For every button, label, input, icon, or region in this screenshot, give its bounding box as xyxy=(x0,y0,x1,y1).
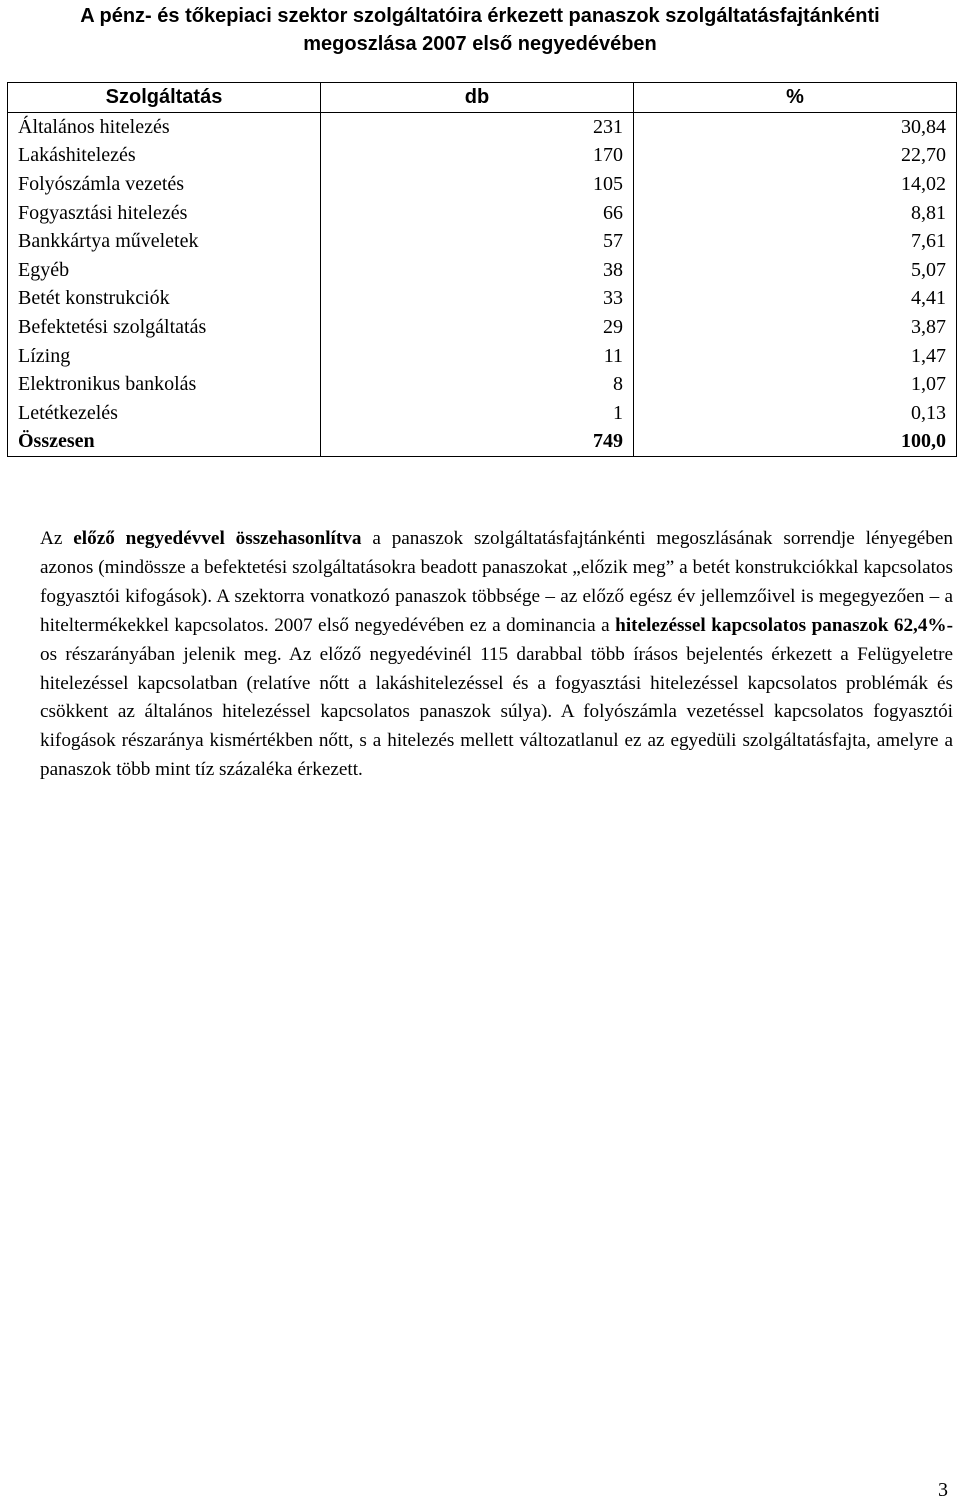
title-line-1: A pénz- és tőkepiaci szektor szolgáltatóira érkezett panaszok szolgáltatásfajtánkénti xyxy=(80,5,880,27)
para-bold-2: hitelezéssel kapcsolatos panaszok 62,4%- xyxy=(615,614,954,636)
table-row xyxy=(8,284,957,313)
row-count: 11 xyxy=(321,341,634,370)
table-row xyxy=(8,112,957,141)
row-service: Elektronikus bankolás xyxy=(8,370,321,399)
body-paragraph xyxy=(40,525,953,785)
row-service: Folyószámla vezetés xyxy=(8,170,321,199)
total-label: Összesen xyxy=(8,427,321,456)
table-row xyxy=(8,313,957,342)
table-row xyxy=(8,141,957,170)
complaints-table xyxy=(7,82,957,457)
row-count: 66 xyxy=(321,198,634,227)
table-row xyxy=(8,227,957,256)
table-row xyxy=(8,170,957,199)
row-service: Befektetési szolgáltatás xyxy=(8,313,321,342)
title-line-2: megoszlása 2007 első negyedévében xyxy=(303,33,657,55)
row-service: Fogyasztási hitelezés xyxy=(8,198,321,227)
row-service: Egyéb xyxy=(8,256,321,285)
header-count: db xyxy=(321,83,634,113)
row-percent: 0,13 xyxy=(634,399,957,428)
para-text-3: os részarányában jelenik meg. Az előző negyedévinél 115 darabbal több írásos bejelentés érkezett a Felügyeletre hitelezéssel kapcsolatban (relatíve nőtt a lakáshitelezéssel és a fogyasztási hitelezéssel kapcsolatos problémák és csökkent az általános hitelezéssel kapcsolatos panaszok súlya). A folyószámla vezetéssel kapcsolatos fogyasztói kifogások részaránya kismértékben nőtt, s a hitelezés mellett változatlanul ez az egyedüli szolgáltatásfajta, amelyre a panaszok több mint tíz százaléka érkezett. xyxy=(40,643,953,781)
row-service: Lízing xyxy=(8,341,321,370)
table-row xyxy=(8,341,957,370)
row-percent: 1,47 xyxy=(634,341,957,370)
row-count: 105 xyxy=(321,170,634,199)
row-count: 38 xyxy=(321,256,634,285)
row-percent: 8,81 xyxy=(634,198,957,227)
row-count: 57 xyxy=(321,227,634,256)
table-header-row xyxy=(8,83,957,113)
row-count: 231 xyxy=(321,112,634,141)
row-service: Letétkezelés xyxy=(8,399,321,428)
para-text-2: a panaszok szolgáltatásfajtánkénti megoszlásának sorrendje lényegében azonos (mindössze a befektetési szolgáltatásokra beadott panaszokat „előzik meg” a betét konstrukciókkal kapcsolatos fogyasztói kifogások). A szektorra vonatkozó panaszok többsége – az előző egész év jellemzőivel is megegyezően – a hiteltermékekkel kapcsolatos. 2007 első negyedévében ez a dominancia a xyxy=(40,528,954,636)
row-percent: 1,07 xyxy=(634,370,957,399)
row-service: Betét konstrukciók xyxy=(8,284,321,313)
table-row xyxy=(8,198,957,227)
para-text-1: Az xyxy=(40,528,74,549)
row-percent: 4,41 xyxy=(634,284,957,313)
row-count: 1 xyxy=(321,399,634,428)
row-percent: 30,84 xyxy=(634,112,957,141)
row-count: 8 xyxy=(321,370,634,399)
row-percent: 5,07 xyxy=(634,256,957,285)
table-row xyxy=(8,399,957,428)
table-row xyxy=(8,256,957,285)
total-count: 749 xyxy=(321,427,634,456)
row-percent: 3,87 xyxy=(634,313,957,342)
row-count: 29 xyxy=(321,313,634,342)
row-service: Lakáshitelezés xyxy=(8,141,321,170)
row-percent: 14,02 xyxy=(634,170,957,199)
row-percent: 7,61 xyxy=(634,227,957,256)
total-percent: 100,0 xyxy=(634,427,957,456)
page-title xyxy=(20,2,940,58)
row-count: 170 xyxy=(321,141,634,170)
para-bold-1: előző negyedévvel összehasonlítva xyxy=(73,528,362,549)
table-total-row xyxy=(8,427,957,456)
table-row xyxy=(8,370,957,399)
page-number: 3 xyxy=(938,1479,948,1501)
row-service: Általános hitelezés xyxy=(8,112,321,141)
header-percent: % xyxy=(634,83,957,113)
header-service: Szolgáltatás xyxy=(8,83,321,113)
row-percent: 22,70 xyxy=(634,141,957,170)
row-count: 33 xyxy=(321,284,634,313)
row-service: Bankkártya műveletek xyxy=(8,227,321,256)
